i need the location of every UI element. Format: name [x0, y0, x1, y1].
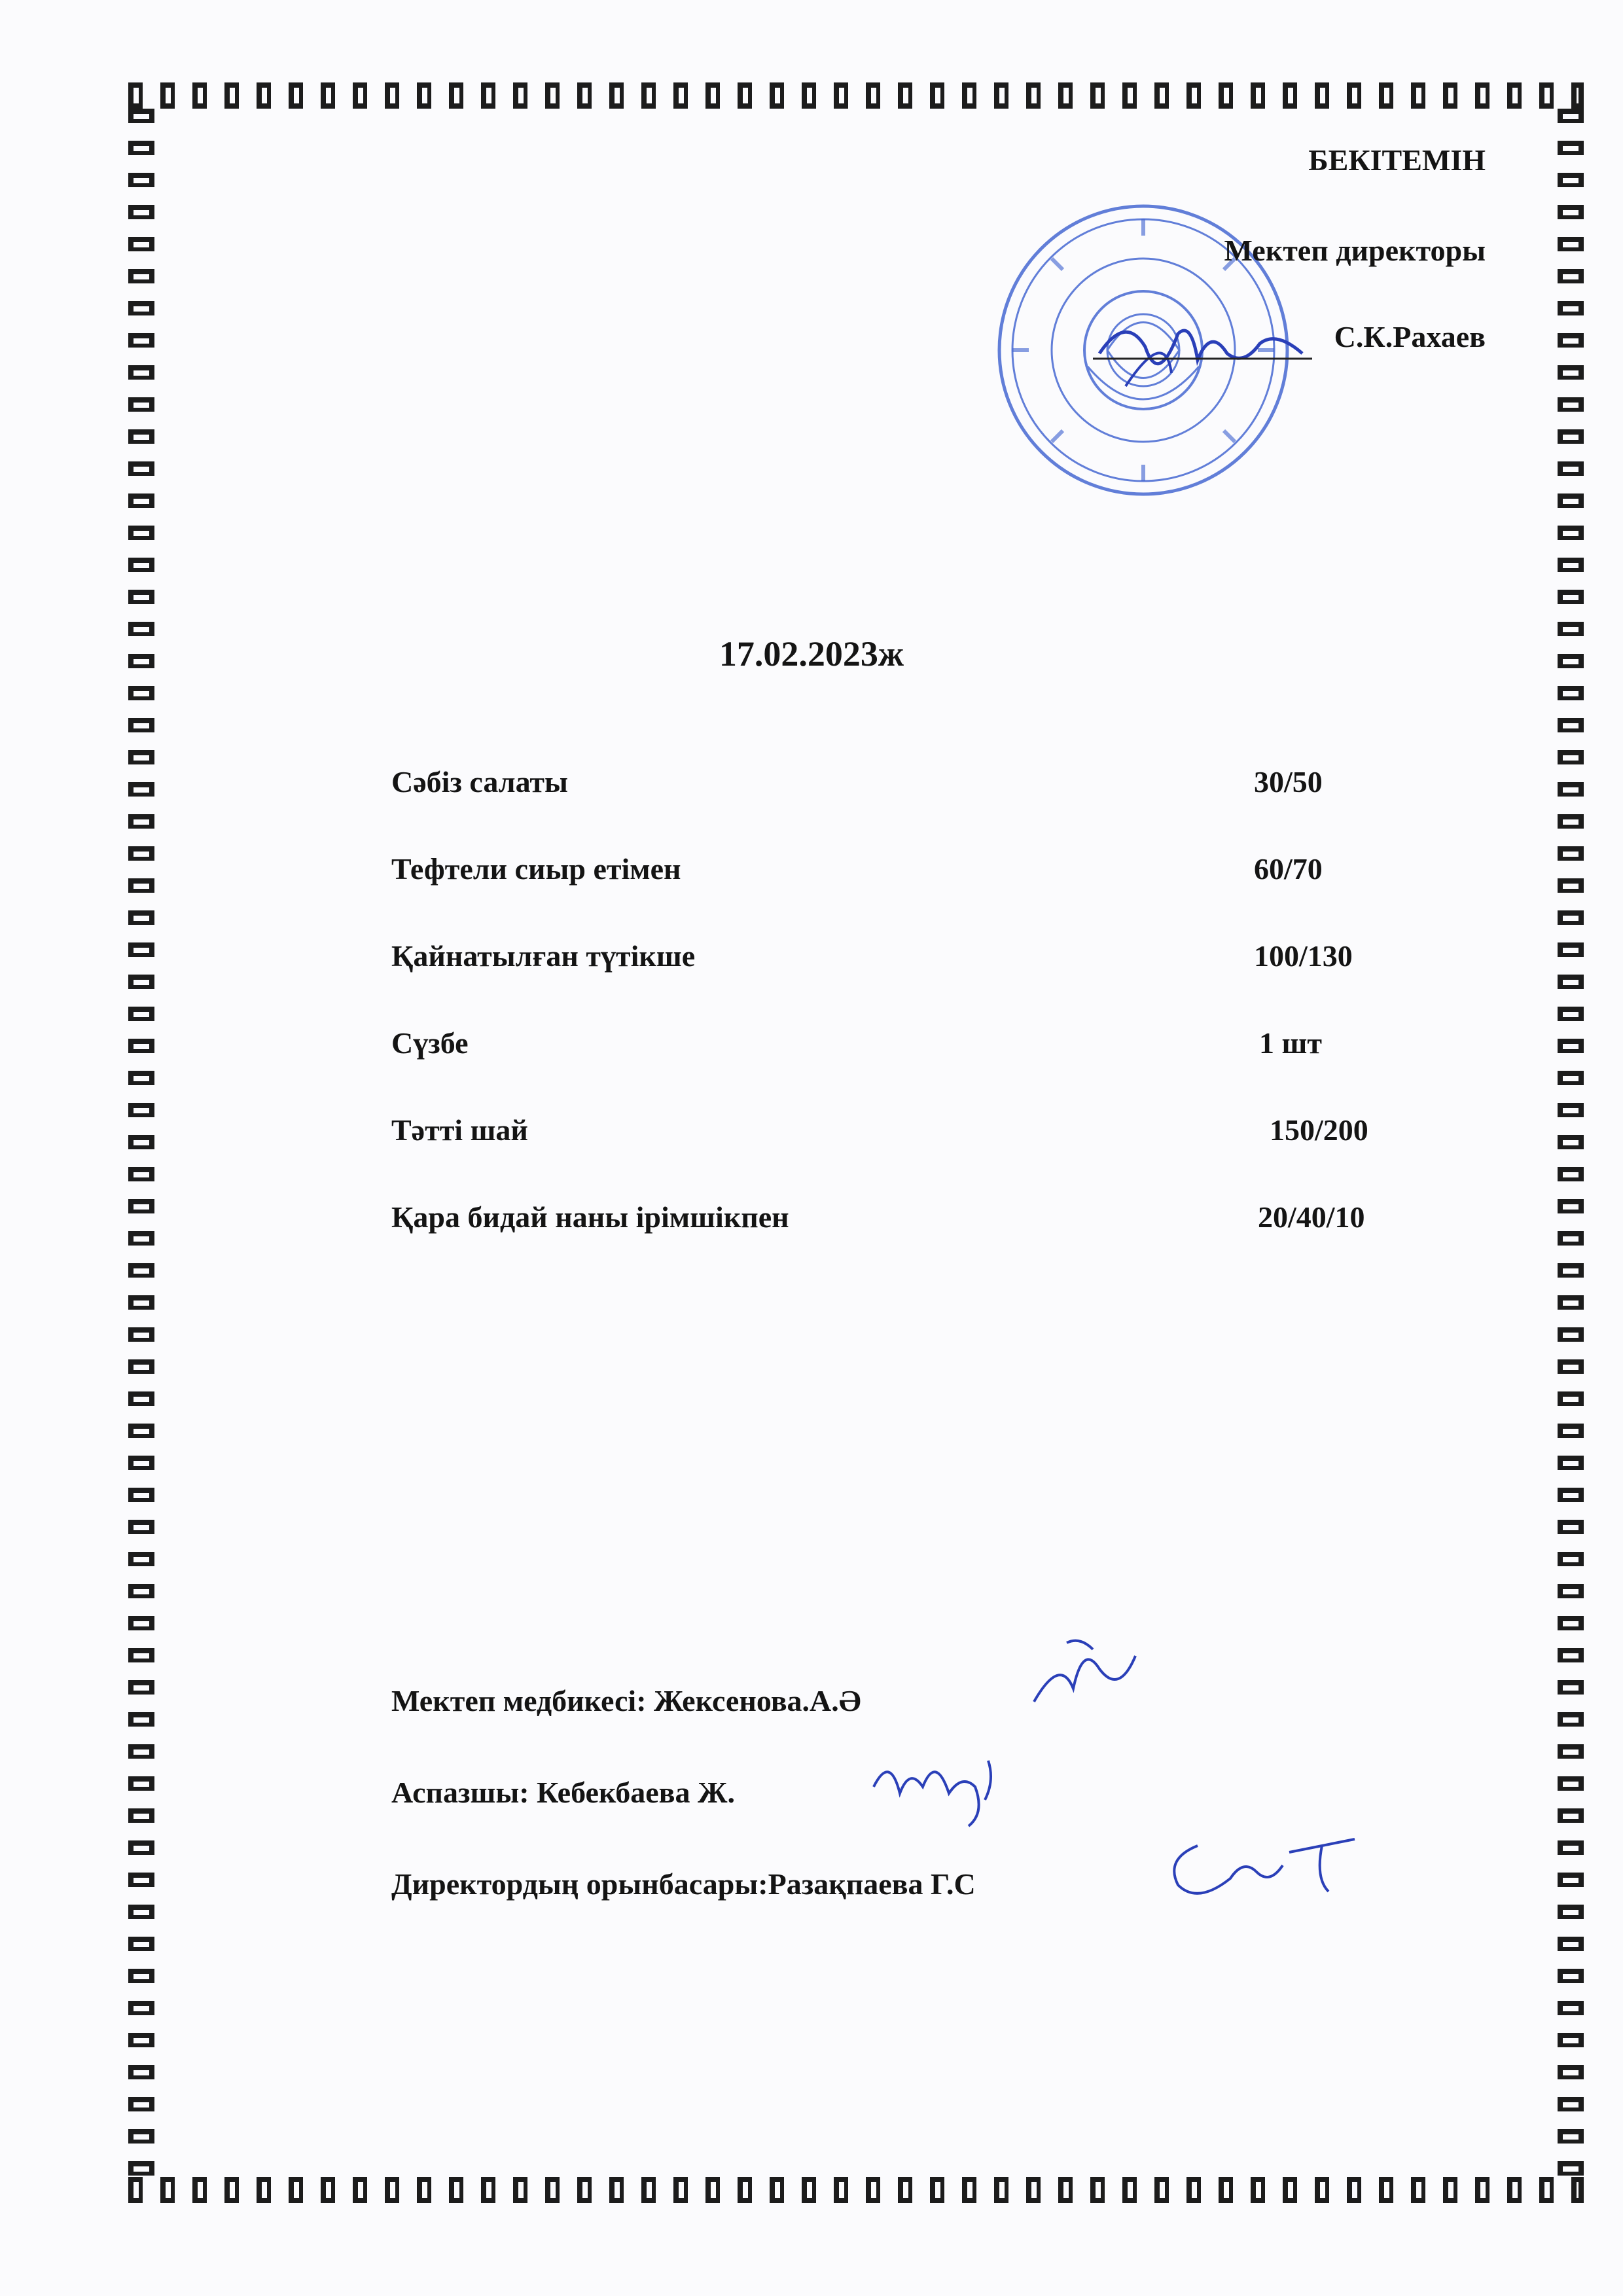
dish-portion: 30/50: [1254, 765, 1323, 798]
nurse-signer: Мектеп медбикесі: Жексенова.А.Ә: [391, 1684, 861, 1717]
dish-name: Сәбіз салаты: [391, 765, 568, 798]
approval-heading: БЕКІТЕМІН: [1308, 143, 1486, 177]
list-item: [391, 852, 1412, 939]
director-signature-icon: [1086, 308, 1322, 406]
menu-list: [391, 764, 1412, 1287]
dish-name: Қайнатылған түтікше: [391, 939, 696, 973]
list-item: [391, 939, 1412, 1026]
dish-name: Тәтті шай: [391, 1113, 528, 1147]
deputy-director-signer: Директордың орынбасары:Разақпаева Г.С: [391, 1867, 976, 1901]
list-item: [391, 1026, 1412, 1113]
dish-name: Сүзбе: [391, 1026, 469, 1060]
dish-portion: 150/200: [1270, 1113, 1368, 1147]
nurse-signature-icon: [1021, 1630, 1145, 1721]
ornamental-border-top: [128, 82, 1584, 109]
director-name: С.К.Рахаев: [1334, 320, 1486, 353]
list-item: [391, 1113, 1412, 1200]
director-title: Мектеп директоры: [1224, 234, 1486, 267]
list-item: [391, 764, 1412, 852]
dish-portion: 20/40/10: [1258, 1200, 1365, 1234]
ornamental-border-left: [128, 109, 154, 2177]
ornamental-border-bottom: [128, 2177, 1584, 2203]
dish-name: Қара бидай наны ірімшікпен: [391, 1200, 789, 1234]
cook-signature-icon: [864, 1741, 1008, 1833]
dish-portion: 100/130: [1254, 939, 1353, 973]
dish-portion: 1 шт: [1259, 1026, 1322, 1060]
dish-portion: 60/70: [1254, 852, 1323, 886]
list-item: [391, 1200, 1412, 1287]
dish-name: Тефтели сиыр етімен: [391, 852, 681, 886]
cook-signer: Аспазшы: Кебекбаева Ж.: [391, 1776, 735, 1809]
menu-date: 17.02.2023ж: [719, 634, 904, 673]
deputy-signature-icon: [1158, 1820, 1368, 1911]
ornamental-border-right: [1558, 109, 1584, 2177]
